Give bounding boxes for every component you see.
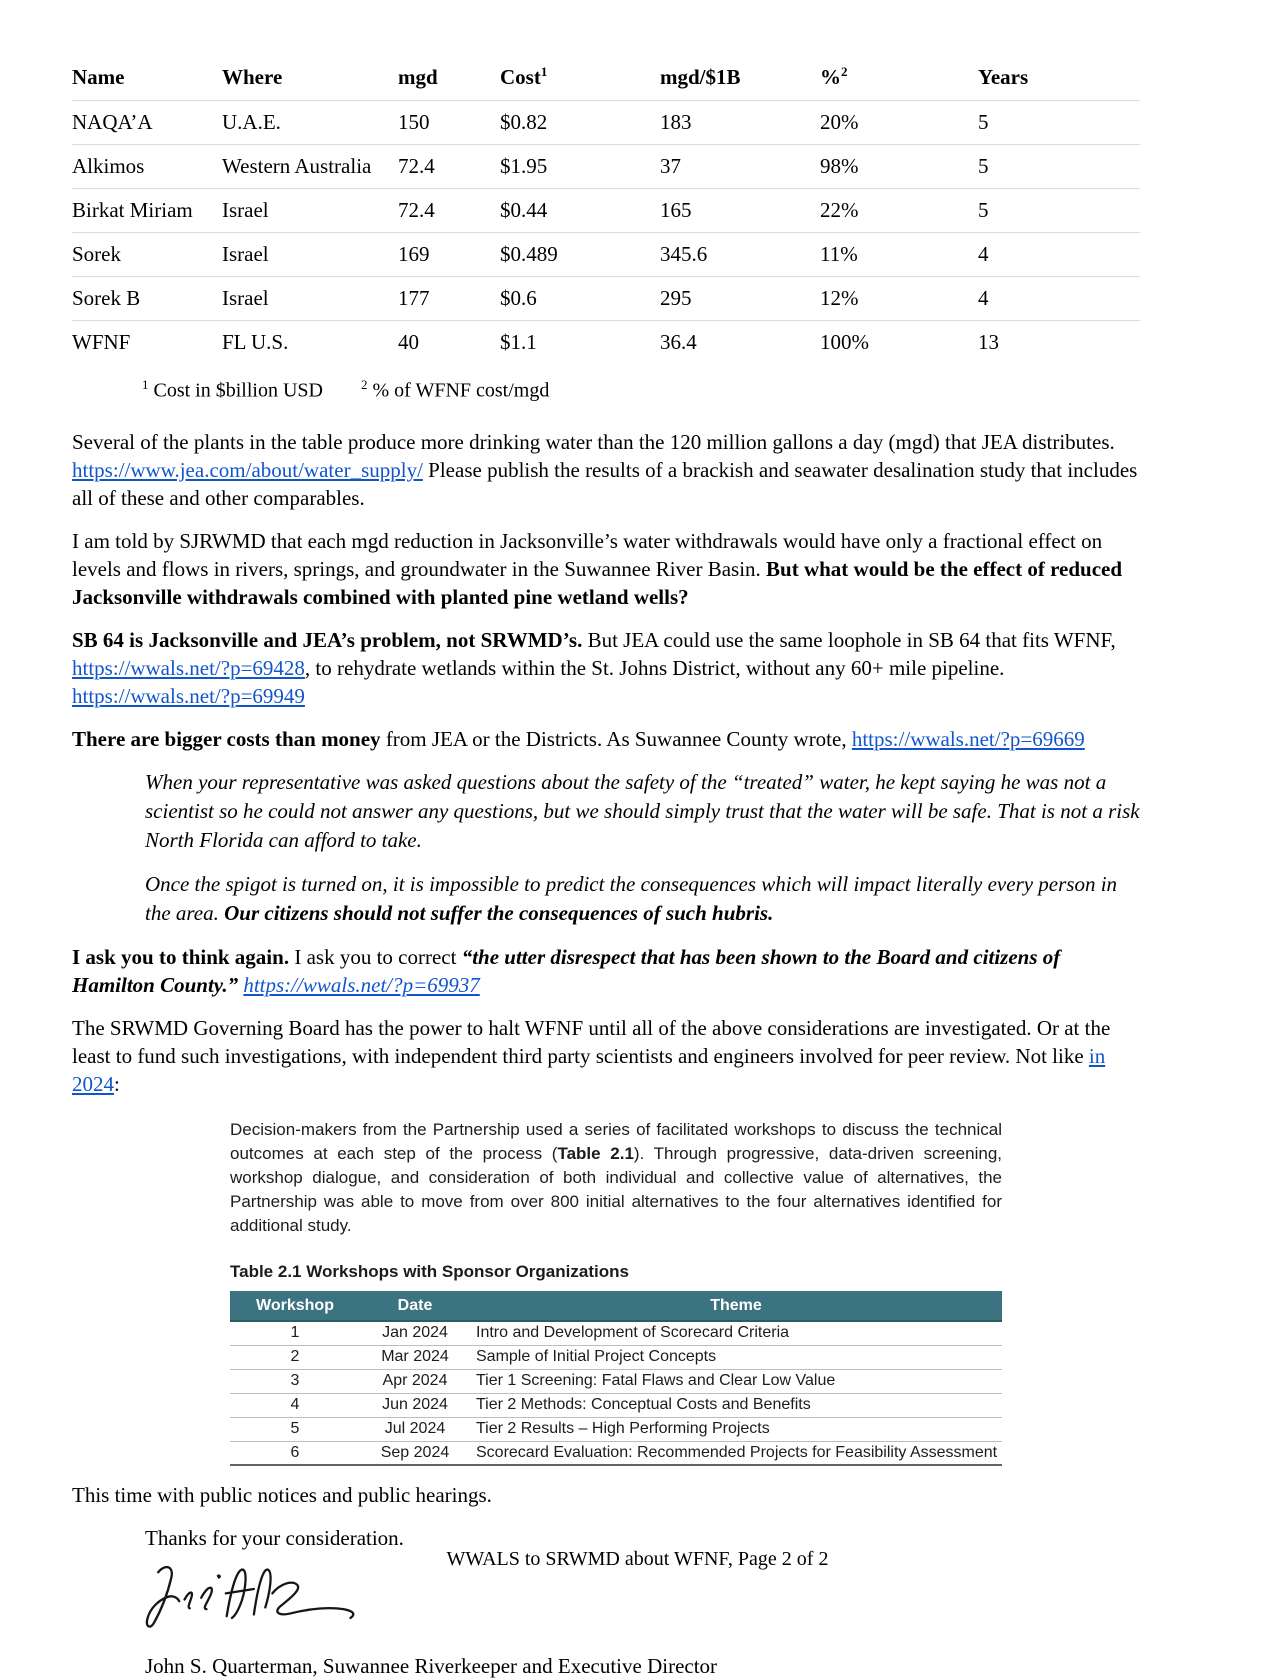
col-header-mgd: mgd — [398, 64, 500, 101]
desalination-comparison-table — [72, 64, 1140, 365]
table-footnotes — [142, 377, 1140, 403]
workshop-row: 4 Jun 2024 Tier 2 Methods: Conceptual Costs and Benefits — [230, 1393, 1002, 1417]
footnote-2-marker: 2 — [360, 376, 368, 392]
table-row: Sorek B Israel 177 $0.6 295 12% 4 — [72, 277, 1140, 321]
workshops-table — [230, 1291, 1002, 1466]
workshop-row: 6 Sep 2024 Scorecard Evaluation: Recommended Projects for Feasibility Assessment — [230, 1441, 1002, 1465]
paragraph-think-again: I ask you to think again. I ask you to correct “the utter disrespect that has been shown to the Board and citizens of Hamilton County.” https://wwals.net/?p=69937 — [72, 945, 1061, 998]
signatory-name: John S. Quarterman, Suwannee Riverkeeper and Executive Director — [145, 1654, 718, 1679]
col-header-pct: %$^2$ — [820, 64, 978, 101]
blockquote-representative: When your representative was asked questions about the safety of the “treated” water, he kept saying he was not a scientist so he could not answer any questions, but we should simply trust that the water will be safe. That is not a risk North Florida can afford to take. — [145, 770, 1140, 853]
paragraph-sb64: SB 64 is Jacksonville and JEA’s problem, not SRWMD’s. But JEA could use the same loophole in SB 64 that fits WFNF, https://wwals.net/?p=69428, to rehydrate wetlands within the St. Johns District, without any 60+ mile pipeline. https://wwals.net/?p=69949 — [72, 628, 1116, 709]
footnote-2-text: % of WFNF cost/mgd — [367, 379, 550, 402]
table-2-1-title: Table 2.1 Workshops with Sponsor Organizations — [230, 1262, 629, 1282]
col-header-years: Years — [978, 64, 1140, 101]
workshop-row: 5 Jul 2024 Tier 2 Results – High Performing Projects — [230, 1417, 1002, 1441]
table-row: Alkimos Western Australia 72.4 $1.95 37 98% 5 — [72, 145, 1140, 189]
paragraph-several-plants: Several of the plants in the table produce more drinking water than the 120 million gallons a day (mgd) that JEA distributes. https://www.jea.com/about/water_supply/ Please publish the results of a brackish and seawater desalination study that includes all of these and other comparables. — [72, 430, 1138, 511]
footnote-marker-2: 2 — [841, 64, 848, 79]
footnote-1-text: Cost in $billion USD — [148, 379, 323, 402]
col-header-where: Where — [222, 64, 398, 101]
link-wwals-69428[interactable]: https://wwals.net/?p=69428 — [72, 656, 305, 681]
footnote-1-marker: 1 — [142, 376, 149, 392]
link-jea-water-supply[interactable]: https://www.jea.com/about/water_supply/ — [72, 458, 423, 483]
workshop-row: 1 Jan 2024 Intro and Development of Scorecard Criteria — [230, 1321, 1002, 1345]
table-row: NAQA’A U.A.E. 150 $0.82 183 20% 5 — [72, 101, 1140, 145]
link-wwals-69937[interactable]: https://wwals.net/?p=69937 — [243, 973, 480, 998]
col-header-cost: Cost$^1$ — [500, 64, 660, 101]
col-header-workshop: Workshop — [230, 1291, 360, 1321]
table-row: Birkat Miriam Israel 72.4 $0.44 165 22% 5 — [72, 189, 1140, 233]
workshop-row: 2 Mar 2024 Sample of Initial Project Concepts — [230, 1345, 1002, 1369]
col-header-date: Date — [360, 1291, 470, 1321]
paragraph-bigger-costs: There are bigger costs than money from JEA or the Districts. As Suwannee County wrote, https://wwals.net/?p=69669 — [72, 727, 1085, 752]
col-header-theme: Theme — [470, 1291, 1002, 1321]
workshops-header-row — [230, 1291, 1002, 1321]
table-row: Sorek Israel 169 $0.489 345.6 11% 4 — [72, 233, 1140, 277]
page-footer: WWALS to SRWMD about WFNF, Page 2 of 2 — [446, 1548, 829, 1570]
col-header-name: Name — [72, 64, 222, 101]
embedded-report-excerpt — [230, 1118, 1002, 1466]
link-wwals-69949[interactable]: https://wwals.net/?p=69949 — [72, 684, 305, 709]
closing-thanks: Thanks for your consideration. — [145, 1526, 404, 1551]
footnote-marker-1: 1 — [540, 64, 548, 79]
col-header-mgd-per-b: mgd/$1B — [660, 64, 820, 101]
paragraph-governing-board: The SRWMD Governing Board has the power to halt WFNF until all of the above considerations are investigated. Or at the least to fund such investigations, with independent third party scientists and engineers involved for peer review. Not like in 2024: — [72, 1016, 1111, 1097]
link-in-2024[interactable]: in 2024 — [72, 1044, 1106, 1097]
table-header-row — [72, 64, 1140, 101]
link-wwals-69669[interactable]: https://wwals.net/?p=69669 — [851, 727, 1085, 752]
workshop-row: 3 Apr 2024 Tier 1 Screening: Fatal Flaws and Clear Low Value — [230, 1369, 1002, 1393]
embedded-paragraph: Decision-makers from the Partnership used a series of facilitated workshops to discuss the technical outcomes at each step of the process (Table 2.1). Through progressive, data-driven screening, workshop dialogue, and consideration of both individual and collective value of alternatives, the Partnership was able to move from over 800 initial alternatives to the four alternatives identified for additional study. — [230, 1120, 1003, 1236]
blockquote-spigot: Once the spigot is turned on, it is impossible to predict the consequences which will impact literally every person in the area. Our citizens should not suffer the consequences of such hubris. — [145, 872, 1118, 926]
paragraph-sjrwmd: I am told by SJRWMD that each mgd reduction in Jacksonville’s water withdrawals would have only a fractional effect on levels and flows in rivers, springs, and groundwater in the Suwannee River Basin. But what would be the effect of reduced Jacksonville withdrawals combined with planted pine wetland wells? — [72, 529, 1123, 610]
table-row: WFNF FL U.S. 40 $1.1 36.4 100% 13 — [72, 330, 999, 355]
closing-public-notices: This time with public notices and public hearings. — [72, 1483, 492, 1508]
